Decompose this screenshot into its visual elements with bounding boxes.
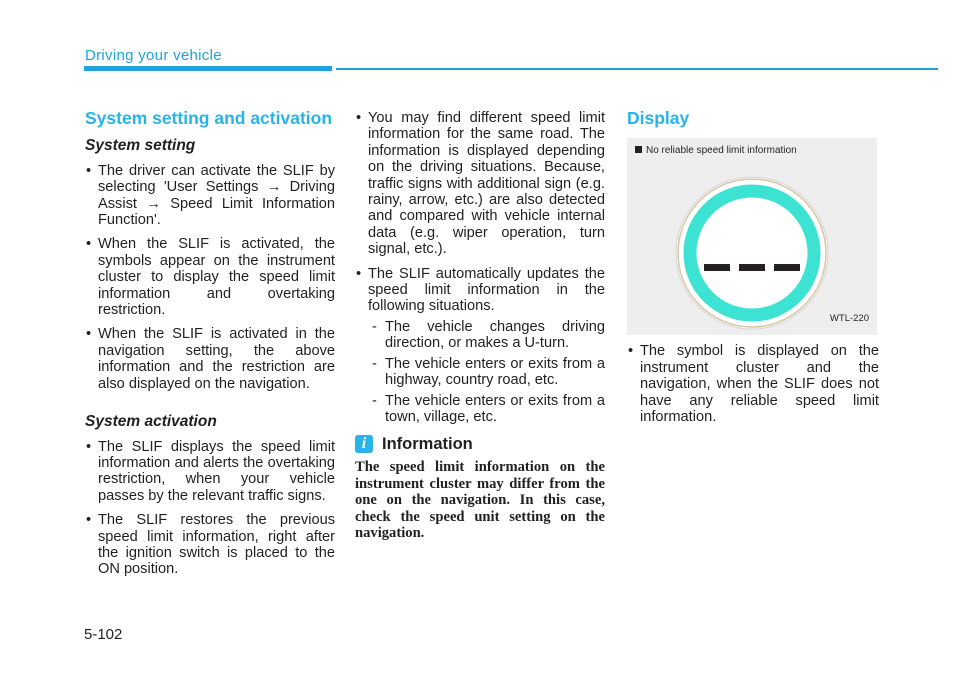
dash-item [368, 393, 605, 426]
figure-no-speed-limit [627, 138, 877, 335]
column-middle [355, 110, 605, 541]
dash-item [368, 319, 605, 352]
column-left [85, 110, 335, 586]
figure-caption [635, 143, 797, 159]
dash-bar-2 [739, 264, 765, 271]
dash-bar-1 [704, 264, 730, 271]
dash-item-text: The vehicle enters or exits from a town, village, etc. [385, 392, 605, 425]
page-number: 5-102 [84, 626, 123, 643]
list-item: • The symbol is displayed on the instrument cluster and the navigation, when the SLIF does not have any reliable speed limit information. [627, 343, 879, 425]
dash-mark: - [372, 392, 377, 409]
information-header [355, 435, 605, 453]
dash-mark: - [372, 355, 377, 372]
square-bullet-icon [635, 146, 642, 153]
figure-caption-text: No reliable speed limit information [646, 145, 797, 157]
figure-code: WTL-220 [829, 313, 869, 324]
information-text: The speed limit information on the instrument cluster may differ from the one on the navigation. In this case, check the speed unit setting on the navigation. [355, 459, 605, 541]
dash-item-text: The vehicle changes driving direction, or makes a U-turn. [385, 318, 605, 352]
section-title-setting-activation: System setting and activation [85, 108, 333, 128]
dash-item [368, 356, 605, 389]
header-rule-thick [84, 66, 332, 71]
list-item: • When the SLIF is activated, the symbols appear on the instrument cluster to display the speed limit information and overtaking restriction. [85, 236, 335, 318]
display-bullet-list [627, 343, 879, 425]
activation-bullet-list [85, 439, 335, 578]
dash-mark: - [372, 318, 377, 335]
subsection-title-system-activation: System activation [85, 413, 217, 431]
subsection-title-system-setting: System setting [85, 137, 196, 155]
list-item: • You may find different speed limit information for the same road. The information is displayed depending on the driving situations. Because, traffic signs with additional sign (e.g. rainy, arrow, etc.) are also detected and compared with vehicle internal data (e.g. wiper operation, turn signal, etc.). [355, 110, 605, 258]
setting-bullet-list [85, 163, 335, 392]
middle-bullet-list [355, 110, 605, 425]
list-item: • The SLIF restores the previous speed limit information, right after the ignition switch is placed to the ON position. [85, 512, 335, 578]
list-item: • When the SLIF is activated in the navigation setting, the above information and the restriction are also displayed on the navigation. [85, 326, 335, 392]
section-title-display: Display [627, 108, 690, 128]
column-right [627, 110, 879, 433]
info-icon: i [355, 435, 373, 453]
chapter-title: Driving your vehicle [85, 47, 222, 64]
speed-limit-sign-illustration [627, 138, 877, 335]
list-item: • The SLIF displays the speed limit information and alerts the overtaking restriction, when your vehicle passes by the relevant traffic signs. [85, 439, 335, 505]
dash-bar-3 [774, 264, 800, 271]
information-title: Information [382, 435, 473, 454]
dash-item-text: The vehicle enters or exits from a highway, country road, etc. [385, 355, 605, 389]
list-item-text: The SLIF automatically updates the speed limit information in the following situations. [368, 265, 605, 315]
list-item: • The driver can activate the SLIF by selecting 'User Settings → Driving Assist → Speed Limit Information Function'. [85, 163, 335, 229]
header-rule-thin [336, 68, 938, 70]
list-item [355, 266, 605, 426]
